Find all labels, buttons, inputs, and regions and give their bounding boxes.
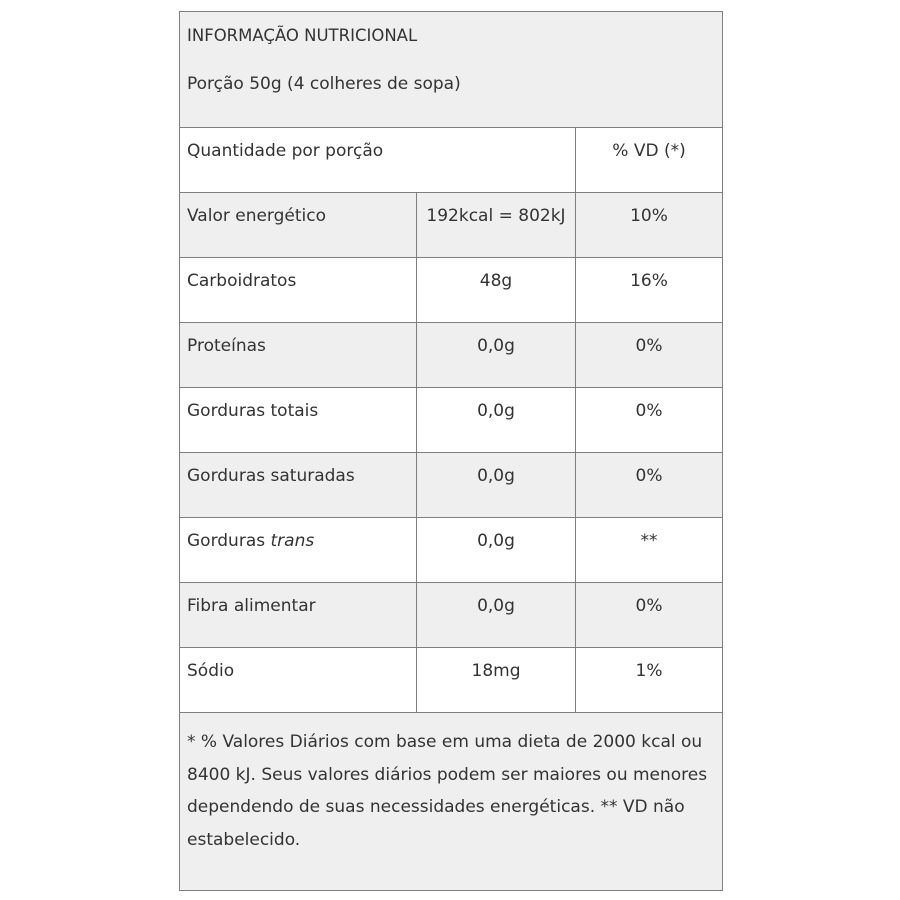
- nutrient-dv: 0%: [576, 388, 723, 453]
- nutrient-amount: 0,0g: [417, 388, 576, 453]
- column-header-row: [180, 128, 723, 193]
- table-header-row: [180, 12, 723, 128]
- nutrient-name: Carboidratos: [180, 258, 417, 323]
- nutrient-name: Gorduras totais: [180, 388, 417, 453]
- nutrient-amount: 48g: [417, 258, 576, 323]
- nutrient-dv: 16%: [576, 258, 723, 323]
- dv-column-header: % VD (*): [576, 128, 723, 193]
- table-row: [180, 453, 723, 518]
- table-row: [180, 583, 723, 648]
- table-row: [180, 518, 723, 583]
- nutrient-amount: 0,0g: [417, 453, 576, 518]
- quantity-column-header: Quantidade por porção: [180, 128, 576, 193]
- nutrient-amount: 192kcal = 802kJ: [417, 193, 576, 258]
- nutrient-amount: 18mg: [417, 648, 576, 713]
- nutrient-name: Valor energético: [180, 193, 417, 258]
- nutrient-dv: 0%: [576, 583, 723, 648]
- table-row: [180, 258, 723, 323]
- table-row: [180, 323, 723, 388]
- nutrient-dv: 1%: [576, 648, 723, 713]
- nutrient-amount: 0,0g: [417, 323, 576, 388]
- nutrition-facts-table: [179, 11, 723, 891]
- serving-size: Porção 50g (4 colheres de sopa): [187, 74, 461, 94]
- nutrient-amount: 0,0g: [417, 583, 576, 648]
- nutrient-amount: 0,0g: [417, 518, 576, 583]
- nutrient-name: Proteínas: [180, 323, 417, 388]
- table-row: [180, 648, 723, 713]
- footnote: * % Valores Diários com base em uma dieta de 2000 kcal ou 8400 kJ. Seus valores diários podem ser maiores ou menores dependendo de suas necessidades energéticas. ** VD não estabelecido.: [180, 713, 723, 891]
- nutrient-name-prefix: Gorduras: [187, 531, 271, 551]
- table-header: [180, 12, 723, 128]
- nutrient-name-italic: trans: [270, 531, 315, 551]
- table-footer-row: [180, 713, 723, 891]
- nutrient-name: [180, 518, 417, 583]
- nutrient-dv: **: [576, 518, 723, 583]
- nutrient-name: Gorduras saturadas: [180, 453, 417, 518]
- nutrient-name: Sódio: [180, 648, 417, 713]
- nutrient-dv: 0%: [576, 323, 723, 388]
- nutrient-name: Fibra alimentar: [180, 583, 417, 648]
- nutrient-dv: 10%: [576, 193, 723, 258]
- table-title: INFORMAÇÃO NUTRICIONAL: [187, 26, 418, 45]
- table-row: [180, 388, 723, 453]
- nutrient-dv: 0%: [576, 453, 723, 518]
- table-row: [180, 193, 723, 258]
